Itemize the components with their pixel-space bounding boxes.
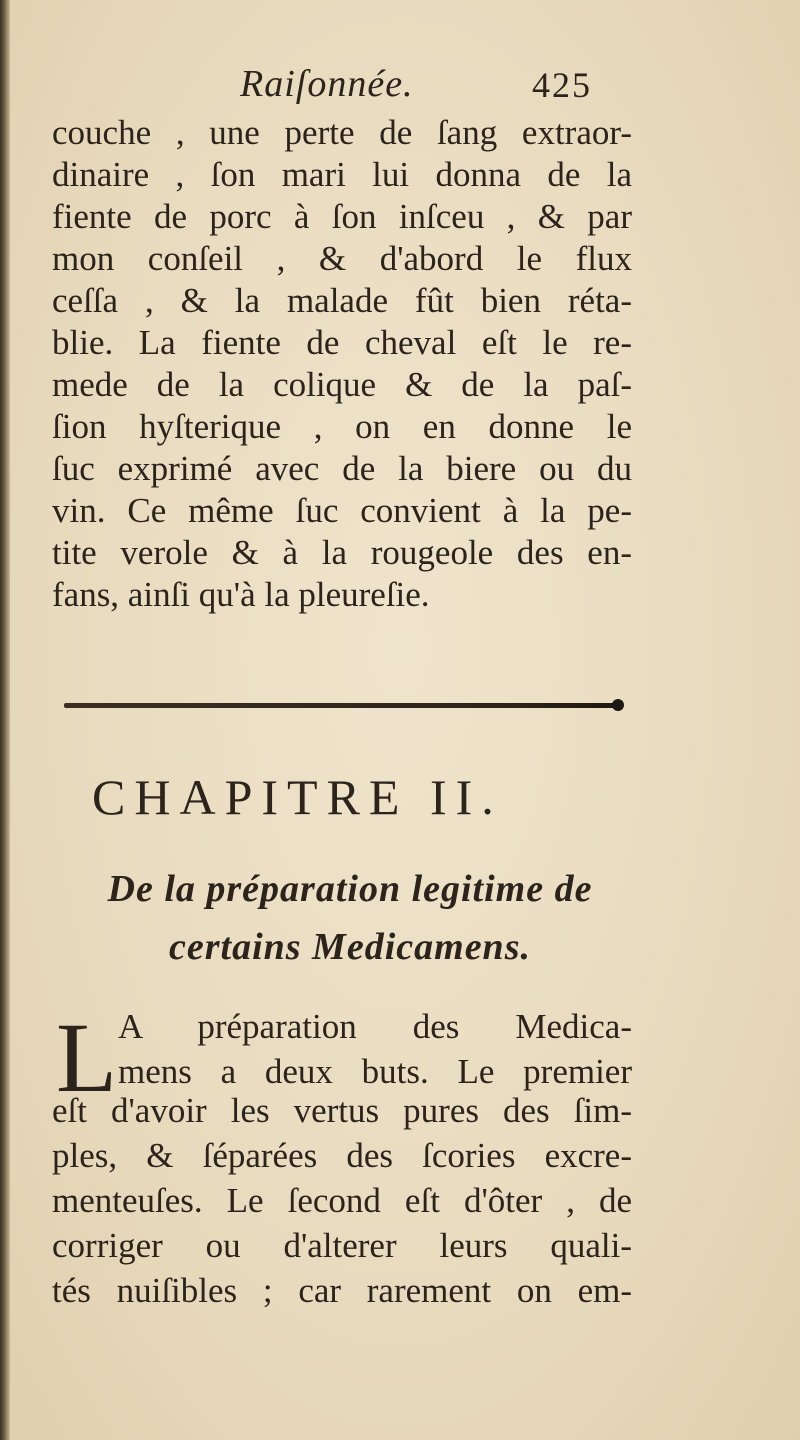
text-line: fiente de porc à ſon inſceu , & par	[52, 197, 632, 236]
second-paragraph-body	[52, 1088, 632, 1313]
text-line: eſt d'avoir les vertus pures des ſim-	[52, 1091, 632, 1130]
text-line: A préparation des Medica-	[118, 1007, 632, 1046]
text-line: ceſſa , & la malade fût bien réta-	[52, 281, 632, 320]
text-line: vin. Ce même ſuc convient à la pe-	[52, 491, 632, 530]
page-number: 425	[532, 65, 592, 105]
text-line: mede de la colique & de la paſ-	[52, 365, 632, 404]
text-line: ſion hyſterique , on en donne le	[52, 407, 632, 446]
binding-edge	[0, 0, 10, 1440]
text-line: corriger ou d'alterer leurs quali-	[52, 1226, 632, 1265]
page-header	[0, 62, 800, 112]
text-line: ſuc exprimé avec de la biere ou du	[52, 449, 632, 488]
text-line: dinaire , ſon mari lui donna de la	[52, 155, 632, 194]
subtitle-line: De la préparation legitime de	[107, 868, 593, 910]
section-divider-ornament	[612, 699, 624, 711]
text-line: tés nuiſibles ; car rarement on em-	[52, 1271, 632, 1310]
chapter-heading: CHAPITRE II.	[92, 769, 503, 825]
chapter-subtitle	[60, 860, 640, 976]
subtitle-line: certains Medicamens.	[169, 926, 531, 968]
text-line: ples, & ſéparées des ſcories excre-	[52, 1136, 632, 1175]
running-head: Raiſonnée.	[240, 63, 414, 105]
text-line: mon conſeil , & d'abord le flux	[52, 239, 632, 278]
text-line: menteuſes. Le ſecond eſt d'ôter , de	[52, 1181, 632, 1220]
drop-cap: L	[56, 1002, 118, 1113]
text-line: fans, ainſi qu'à la pleureſie.	[52, 575, 430, 614]
text-line: blie. La fiente de cheval eſt le re-	[52, 323, 632, 362]
top-paragraph	[52, 112, 632, 616]
section-divider-rule	[64, 703, 619, 708]
text-line: tite verole & à la rougeole des en-	[52, 533, 632, 572]
text-line: mens a deux buts. Le premier	[118, 1052, 632, 1091]
second-paragraph-opening	[118, 1004, 632, 1094]
text-line: couche , une perte de ſang extraor-	[52, 113, 632, 152]
